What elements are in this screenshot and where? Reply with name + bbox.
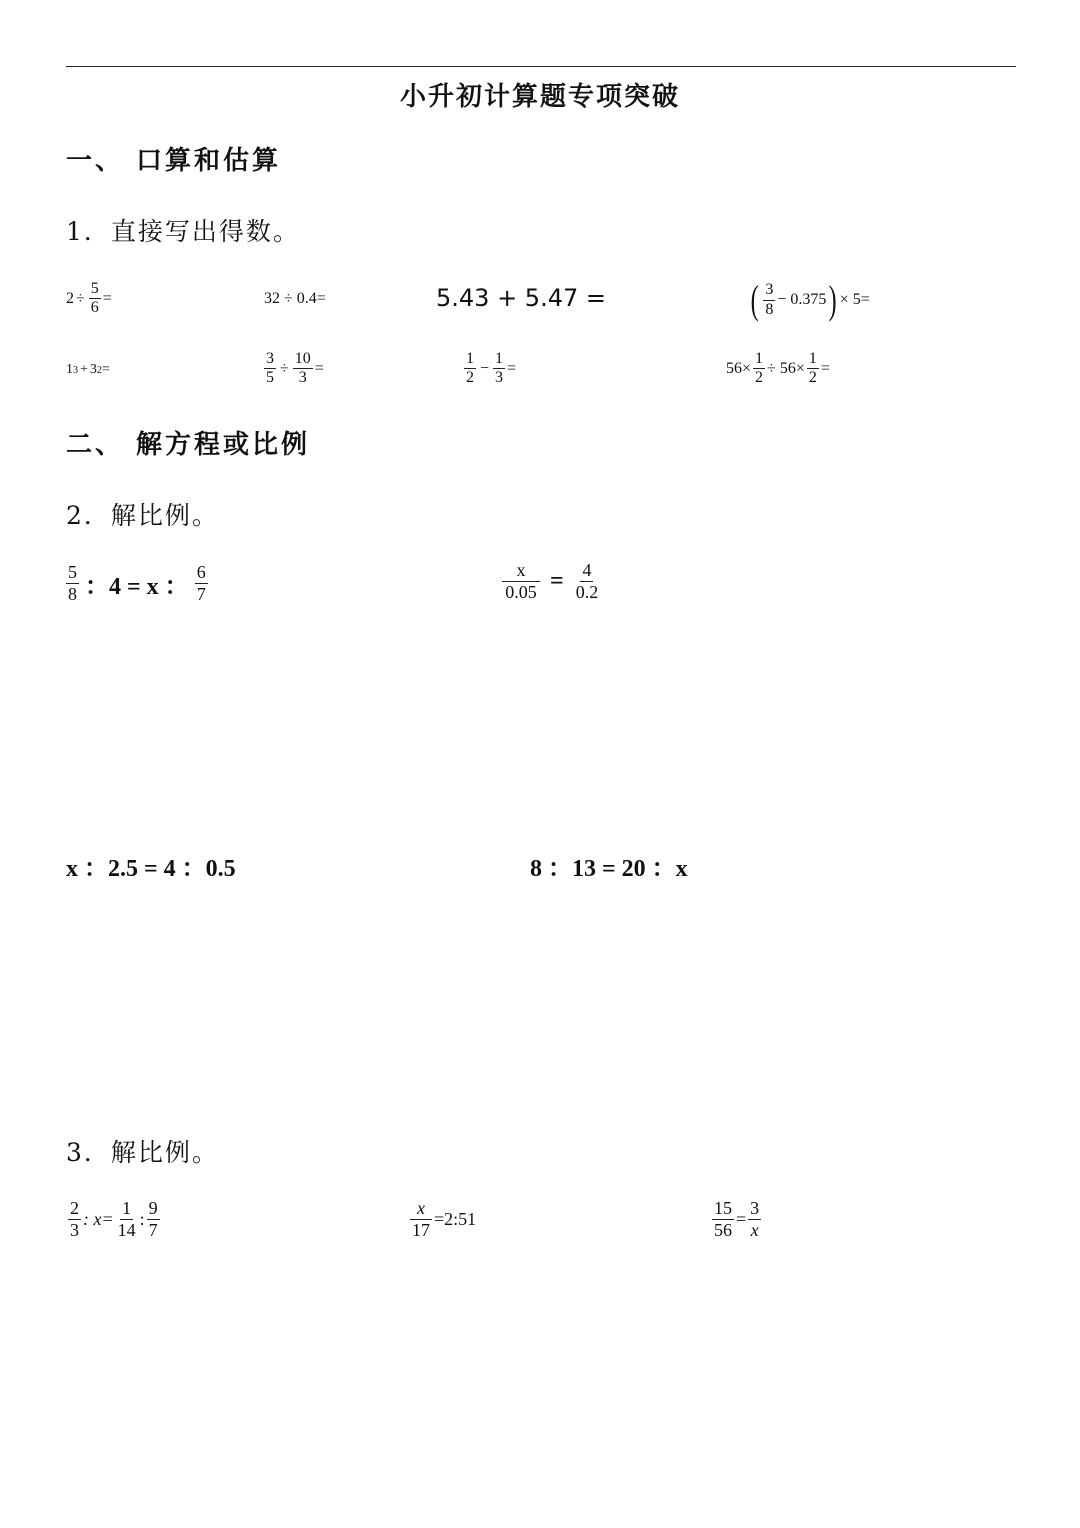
q1h-denominator-1: 2 xyxy=(755,369,764,387)
question-3-label: 3．解比例。 xyxy=(66,1138,219,1167)
q2a-numerator-1: 5 xyxy=(68,562,77,582)
q2a-mid: ：4 = x ： xyxy=(85,573,189,600)
q1-item-b: 32 ÷ 0.4= xyxy=(264,290,326,307)
q1g-numerator-2: 1 xyxy=(493,350,505,369)
q3a-numerator-2: 1 xyxy=(122,1198,132,1218)
q1e-base1: 1 xyxy=(66,362,73,377)
q2b-numerator-1: x xyxy=(502,560,540,582)
q2a-numerator-2: 6 xyxy=(196,562,206,582)
q1g-denominator-2: 3 xyxy=(495,369,504,387)
q3a-denominator-3: 7 xyxy=(148,1219,158,1240)
q1a-numerator: 5 xyxy=(89,280,101,299)
q1-item-c: 5.43 + 5.47 = xyxy=(436,284,606,312)
q1a-tail: = xyxy=(102,289,112,307)
section-heading-1: 一、 口算和估算 xyxy=(66,146,282,176)
q3a-denominator-2: 14 xyxy=(117,1219,136,1240)
q1f-tail: = xyxy=(314,359,324,377)
q3-item-c xyxy=(710,1198,763,1240)
q3b-fraction xyxy=(410,1198,432,1240)
q1-item-f xyxy=(262,350,324,388)
q1e-exp2: 2 xyxy=(96,364,102,376)
q1g-fraction-2 xyxy=(493,350,505,388)
q1g-fraction-1 xyxy=(464,350,476,388)
page-title: 小升初计算题专项突破 xyxy=(399,82,680,112)
q1d-mid: − 0.375 xyxy=(777,291,827,308)
right-paren: ) xyxy=(829,277,838,322)
q1-item-g xyxy=(462,350,516,388)
q1g-op: − xyxy=(480,359,490,377)
q1g-numerator-1: 1 xyxy=(464,350,476,369)
q1f-op: ÷ xyxy=(280,359,289,377)
q1-item-d xyxy=(748,277,870,322)
q3-item-b xyxy=(408,1198,476,1240)
q1g-tail: = xyxy=(507,359,517,377)
q1-item-h xyxy=(726,350,830,388)
question-1-label: 1．直接写出得数。 xyxy=(66,217,300,246)
q1h-fraction-1 xyxy=(753,350,765,388)
q3c-fraction-1 xyxy=(712,1198,734,1240)
q1g-denominator-1: 2 xyxy=(466,369,474,387)
q1h-fraction-2 xyxy=(807,350,819,388)
q1a-fraction xyxy=(89,280,101,318)
q3a-mid: : x= xyxy=(83,1208,114,1229)
q2-item-d: 8 ：13 = 20 ：x xyxy=(530,856,688,882)
q3c-denominator-2: x xyxy=(750,1219,759,1240)
q3a-fraction-3 xyxy=(147,1198,160,1240)
q2-item-a xyxy=(64,562,210,604)
q1d-numerator: 3 xyxy=(763,281,775,300)
q3-item-a xyxy=(66,1198,162,1240)
left-paren: ( xyxy=(750,277,759,322)
q1d-denominator: 8 xyxy=(765,300,774,318)
q1-item-a xyxy=(66,280,112,318)
q2a-fraction-1 xyxy=(66,562,79,604)
q1h-part2: ÷ 56× xyxy=(767,359,805,377)
q1-item-e xyxy=(66,362,110,378)
q2b-fraction-2 xyxy=(574,560,601,602)
q2a-fraction-2 xyxy=(195,562,208,604)
q2a-denominator-1: 8 xyxy=(68,583,77,604)
q1h-denominator-2: 2 xyxy=(808,369,817,387)
q1f-fraction-1 xyxy=(264,350,276,388)
q1f-numerator-1: 3 xyxy=(264,350,276,369)
q1h-numerator-2: 1 xyxy=(807,350,819,369)
q1a-denominator: 6 xyxy=(90,299,99,317)
q1h-part1: 56× xyxy=(726,359,752,377)
q3a-numerator-1: 2 xyxy=(70,1198,79,1218)
q1d-tail: × 5= xyxy=(839,291,870,308)
q3a-colon: : xyxy=(139,1208,145,1229)
q3a-fraction-1 xyxy=(68,1198,81,1240)
q1a-op: ÷ xyxy=(76,289,85,307)
q3b-numerator: x xyxy=(410,1198,432,1220)
top-rule xyxy=(66,66,1016,67)
q1d-fraction xyxy=(763,281,775,319)
q3c-denominator-1: 56 xyxy=(714,1219,732,1240)
q3c-equals: = xyxy=(736,1208,747,1229)
q1h-tail: = xyxy=(820,359,830,377)
q1f-denominator-2: 3 xyxy=(298,369,307,387)
question-2-label: 2．解比例。 xyxy=(66,501,219,530)
q3b-tail: =2:51 xyxy=(434,1208,477,1229)
q1f-denominator-1: 5 xyxy=(266,369,274,387)
q3c-fraction-2 xyxy=(748,1198,761,1240)
q2b-fraction-1 xyxy=(502,560,540,602)
q2b-numerator-2: 4 xyxy=(582,560,592,580)
q2b-equals: = xyxy=(550,567,564,594)
section-heading-2: 二、 解方程或比例 xyxy=(66,430,311,460)
q3a-fraction-2 xyxy=(116,1198,138,1240)
q3b-denominator: 17 xyxy=(412,1219,430,1240)
q3a-numerator-3: 9 xyxy=(148,1198,158,1218)
q2-item-b xyxy=(500,560,602,602)
q2b-denominator-1: 0.05 xyxy=(505,581,537,602)
q1h-numerator-1: 1 xyxy=(753,350,765,369)
q2-item-c: x ：2.5 = 4 ：0.5 xyxy=(66,856,236,882)
q1e-tail: = xyxy=(101,362,110,377)
q1e-op: + xyxy=(80,362,88,377)
q1e-base2: 3 xyxy=(89,362,97,377)
q3c-numerator-2: 3 xyxy=(750,1198,760,1218)
q1e-exp1: 3 xyxy=(73,364,78,376)
q3c-numerator-1: 15 xyxy=(714,1198,732,1218)
q3a-denominator-1: 3 xyxy=(70,1219,79,1240)
q1f-fraction-2 xyxy=(293,350,313,388)
q1a-whole: 2 xyxy=(66,289,74,307)
q1f-numerator-2: 10 xyxy=(293,350,313,369)
q2a-denominator-2: 7 xyxy=(196,583,206,604)
q2b-denominator-2: 0.2 xyxy=(575,581,599,602)
